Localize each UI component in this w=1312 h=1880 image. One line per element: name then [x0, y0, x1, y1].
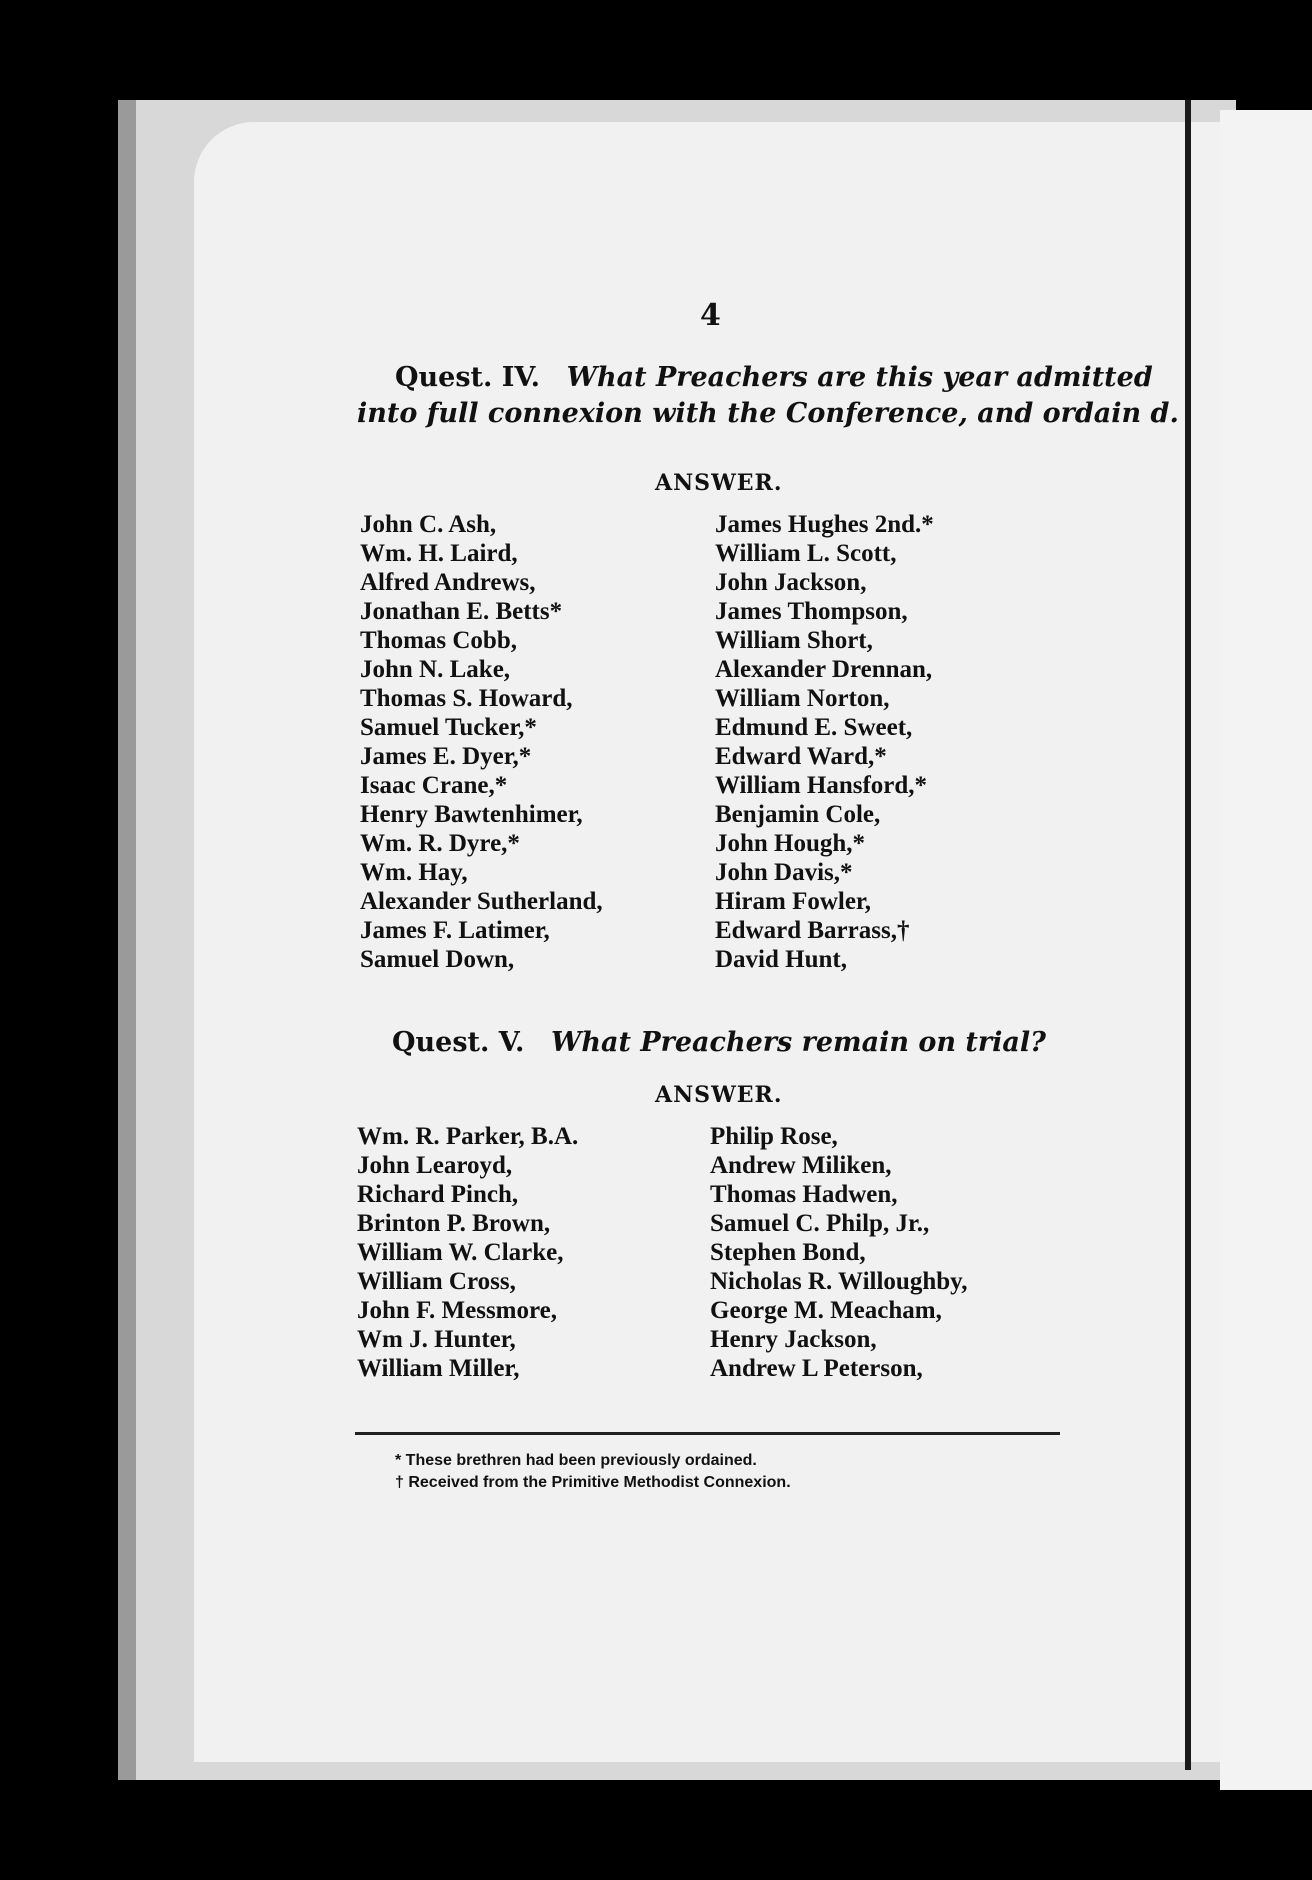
q4-right-name: William Hansford,*	[715, 772, 928, 799]
q4-left-name: Isaac Crane,*	[360, 772, 508, 799]
q5-right-name: Nicholas R. Willoughby,	[710, 1268, 968, 1295]
q4-left-name: Alexander Sutherland,	[360, 888, 603, 915]
q5-left-name: John Learoyd,	[357, 1152, 513, 1179]
scanned-page	[118, 100, 1236, 1780]
page-number: 4	[700, 298, 721, 333]
q4-left-name: Henry Bawtenhimer,	[360, 801, 583, 828]
page-edge-line	[1185, 100, 1191, 1770]
q4-right-name: William Norton,	[715, 685, 890, 712]
q5-left-name: Brinton P. Brown,	[357, 1210, 551, 1237]
question-4-continued	[357, 396, 1179, 432]
q5-right-name: Andrew L Peterson,	[710, 1355, 923, 1382]
q5-right-column	[710, 1122, 968, 1383]
question-4-label: Quest. IV.	[395, 362, 541, 393]
q4-left-name: John N. Lake,	[360, 656, 511, 683]
q5-left-name: William W. Clarke,	[357, 1239, 564, 1266]
q4-right-name: John Davis,*	[715, 859, 853, 886]
footnote-dagger: † Received from the Primitive Methodist Connexion.	[395, 1474, 791, 1491]
q4-left-name: Wm. Hay,	[360, 859, 468, 886]
q5-right-name: Samuel C. Philp, Jr.,	[710, 1210, 930, 1237]
q5-right-name: George M. Meacham,	[710, 1297, 942, 1324]
q5-right-name: Thomas Hadwen,	[710, 1181, 898, 1208]
q5-left-name: Wm. R. Parker, B.A.	[357, 1123, 579, 1150]
q4-right-name: Hiram Fowler,	[715, 888, 871, 915]
q4-left-name: Alfred Andrews,	[360, 569, 536, 596]
q4-left-name: Samuel Tucker,*	[360, 714, 537, 741]
q4-right-name: Benjamin Cole,	[715, 801, 881, 828]
q5-left-name: William Miller,	[357, 1355, 520, 1382]
q4-right-name: John Hough,*	[715, 830, 866, 857]
question-5-text: What Preachers remain on trial?	[551, 1027, 1046, 1058]
q5-left-column	[357, 1122, 578, 1383]
q4-left-name: James F. Latimer,	[360, 917, 550, 944]
question-5-label: Quest. V.	[392, 1027, 525, 1058]
q4-left-name: Jonathan E. Betts*	[360, 598, 563, 625]
q4-left-name: Wm. R. Dyre,*	[360, 830, 520, 857]
q4-right-name: James Thompson,	[715, 598, 908, 625]
q4-right-name: David Hunt,	[715, 946, 847, 973]
q4-right-name: Alexander Drennan,	[715, 656, 933, 683]
q4-right-name: James Hughes 2nd.*	[715, 511, 934, 538]
q5-right-name: Henry Jackson,	[710, 1326, 877, 1353]
q5-right-name: Stephen Bond,	[710, 1239, 866, 1266]
q4-left-name: Thomas Cobb,	[360, 627, 517, 654]
q4-right-name: John Jackson,	[715, 569, 867, 596]
question-5	[392, 1025, 1046, 1061]
q4-left-name: John C. Ash,	[360, 511, 497, 538]
question-4-text-line1: What Preachers are this year admitted	[566, 362, 1153, 393]
q4-left-name: James E. Dyer,*	[360, 743, 532, 770]
q5-right-name: Philip Rose,	[710, 1123, 838, 1150]
q5-left-name: Wm J. Hunter,	[357, 1326, 516, 1353]
question-4-text-line2: into full connexion with the Conference, and ordain d.	[357, 398, 1179, 429]
q5-left-name: John F. Messmore,	[357, 1297, 557, 1324]
answer-heading-4: ANSWER.	[655, 470, 783, 496]
q4-right-column	[715, 510, 934, 974]
q5-right-name: Andrew Miliken,	[710, 1152, 892, 1179]
q5-left-name: William Cross,	[357, 1268, 516, 1295]
q4-left-name: Thomas S. Howard,	[360, 685, 573, 712]
q4-right-name: Edward Barrass,†	[715, 917, 910, 944]
q4-right-name: William L. Scott,	[715, 540, 897, 567]
q4-left-name: Samuel Down,	[360, 946, 515, 973]
q4-right-name: Edward Ward,*	[715, 743, 887, 770]
adjacent-page-strip	[1220, 110, 1312, 1790]
q4-right-name: William Short,	[715, 627, 873, 654]
q5-left-name: Richard Pinch,	[357, 1181, 519, 1208]
footnote-asterisk: * These brethren had been previously ordained.	[395, 1452, 757, 1469]
q4-left-name: Wm. H. Laird,	[360, 540, 518, 567]
q4-left-column	[360, 510, 603, 974]
footnote-divider	[355, 1432, 1060, 1435]
q4-right-name: Edmund E. Sweet,	[715, 714, 913, 741]
answer-heading-5: ANSWER.	[655, 1082, 783, 1108]
question-4	[395, 360, 1153, 396]
